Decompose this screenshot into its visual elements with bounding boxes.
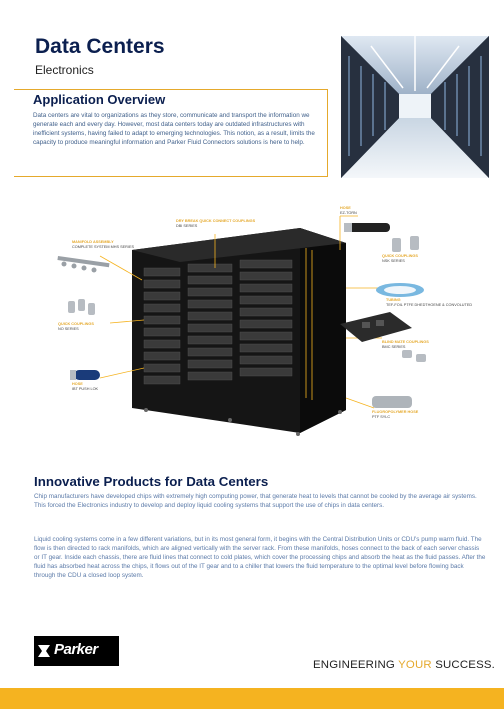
- parker-logo: Parker: [34, 636, 119, 666]
- label-quick-couplings-left: QUICK COUPLINGS NO SERIES: [58, 322, 94, 331]
- server-rack-product-diagram: [40, 198, 485, 448]
- label-fluoropolymer-hose: FLUOROPOLYMER HOSE PTF SYLC: [372, 410, 419, 419]
- innovative-paragraph-1: Chip manufacturers have developed chips with extremely high computing power, that generate heat to levels that cannot be cooled by the average air systems. This forced the Electronics industry to develop and deploy liquid cooling systems that support the use of chips in data centers.: [34, 493, 477, 509]
- page-title: Data Centers: [35, 35, 165, 58]
- label-dry-break-couplings: DRY BREAK QUICK CONNECT COUPLINGS DBI SERIES: [176, 219, 256, 228]
- label-hose-top: HOSE EZ-TORN: [340, 206, 357, 215]
- data-center-aisle-image: [341, 36, 489, 178]
- innovative-paragraph-2: Liquid cooling systems come in a few different variations, but in its most general form, it begins with the Central Distribution Units or CDU’s pump warm fluid. The flow is then directed to rack manifolds, which are aligned vertically with the server rack. From these manifolds, hoses connect to the back of each server chassis or IT gear. Inside each chassis, there are fluid lines that connect to cold plates, which cover the processing chips and absorb the heat as the fluid passes. After the fluid has absorbed heat across the chips, it flows out of the IT gear and to a chiller that lowers the fluid temperature to the optimal level before flowing back through the CDU a closed loop system.: [34, 536, 486, 579]
- slogan: ENGINEERING YOUR SUCCESS.: [313, 659, 496, 671]
- page-subtitle: Electronics: [35, 63, 94, 77]
- label-quick-couplings-top: QUICK COUPLINGS NSK SERIES: [382, 254, 418, 263]
- innovative-products-title: Innovative Products for Data Centers: [34, 474, 269, 489]
- overview-title: Application Overview: [33, 92, 166, 107]
- overview-body: Data centers are vital to organizations as they store, communicate and transport the information we generate each and every day. However, most data centers today are outdated infrastructures with inefficient systems, having failed to adapt to emerging technologies. This notion, as a result, limits the capacity to produce meaningful information and Parker Fluid Connectors solutions is here to help.: [33, 112, 315, 146]
- label-hose-left: HOSE IBT PUSH LOK: [72, 382, 99, 391]
- label-tubing: TUBING TEF-FOIL PTFE DHEDTHOENE & CONVOLUTED: [386, 298, 473, 307]
- label-manifold-assembly: MANIFOLD ASSEMBLY COMPLETE SYSTEM MHS SERIES: [72, 240, 135, 249]
- footer-accent-bar: [0, 688, 504, 709]
- label-blind-mate-couplings: BLIND MATE COUPLINGS BMC SERIES: [382, 340, 429, 349]
